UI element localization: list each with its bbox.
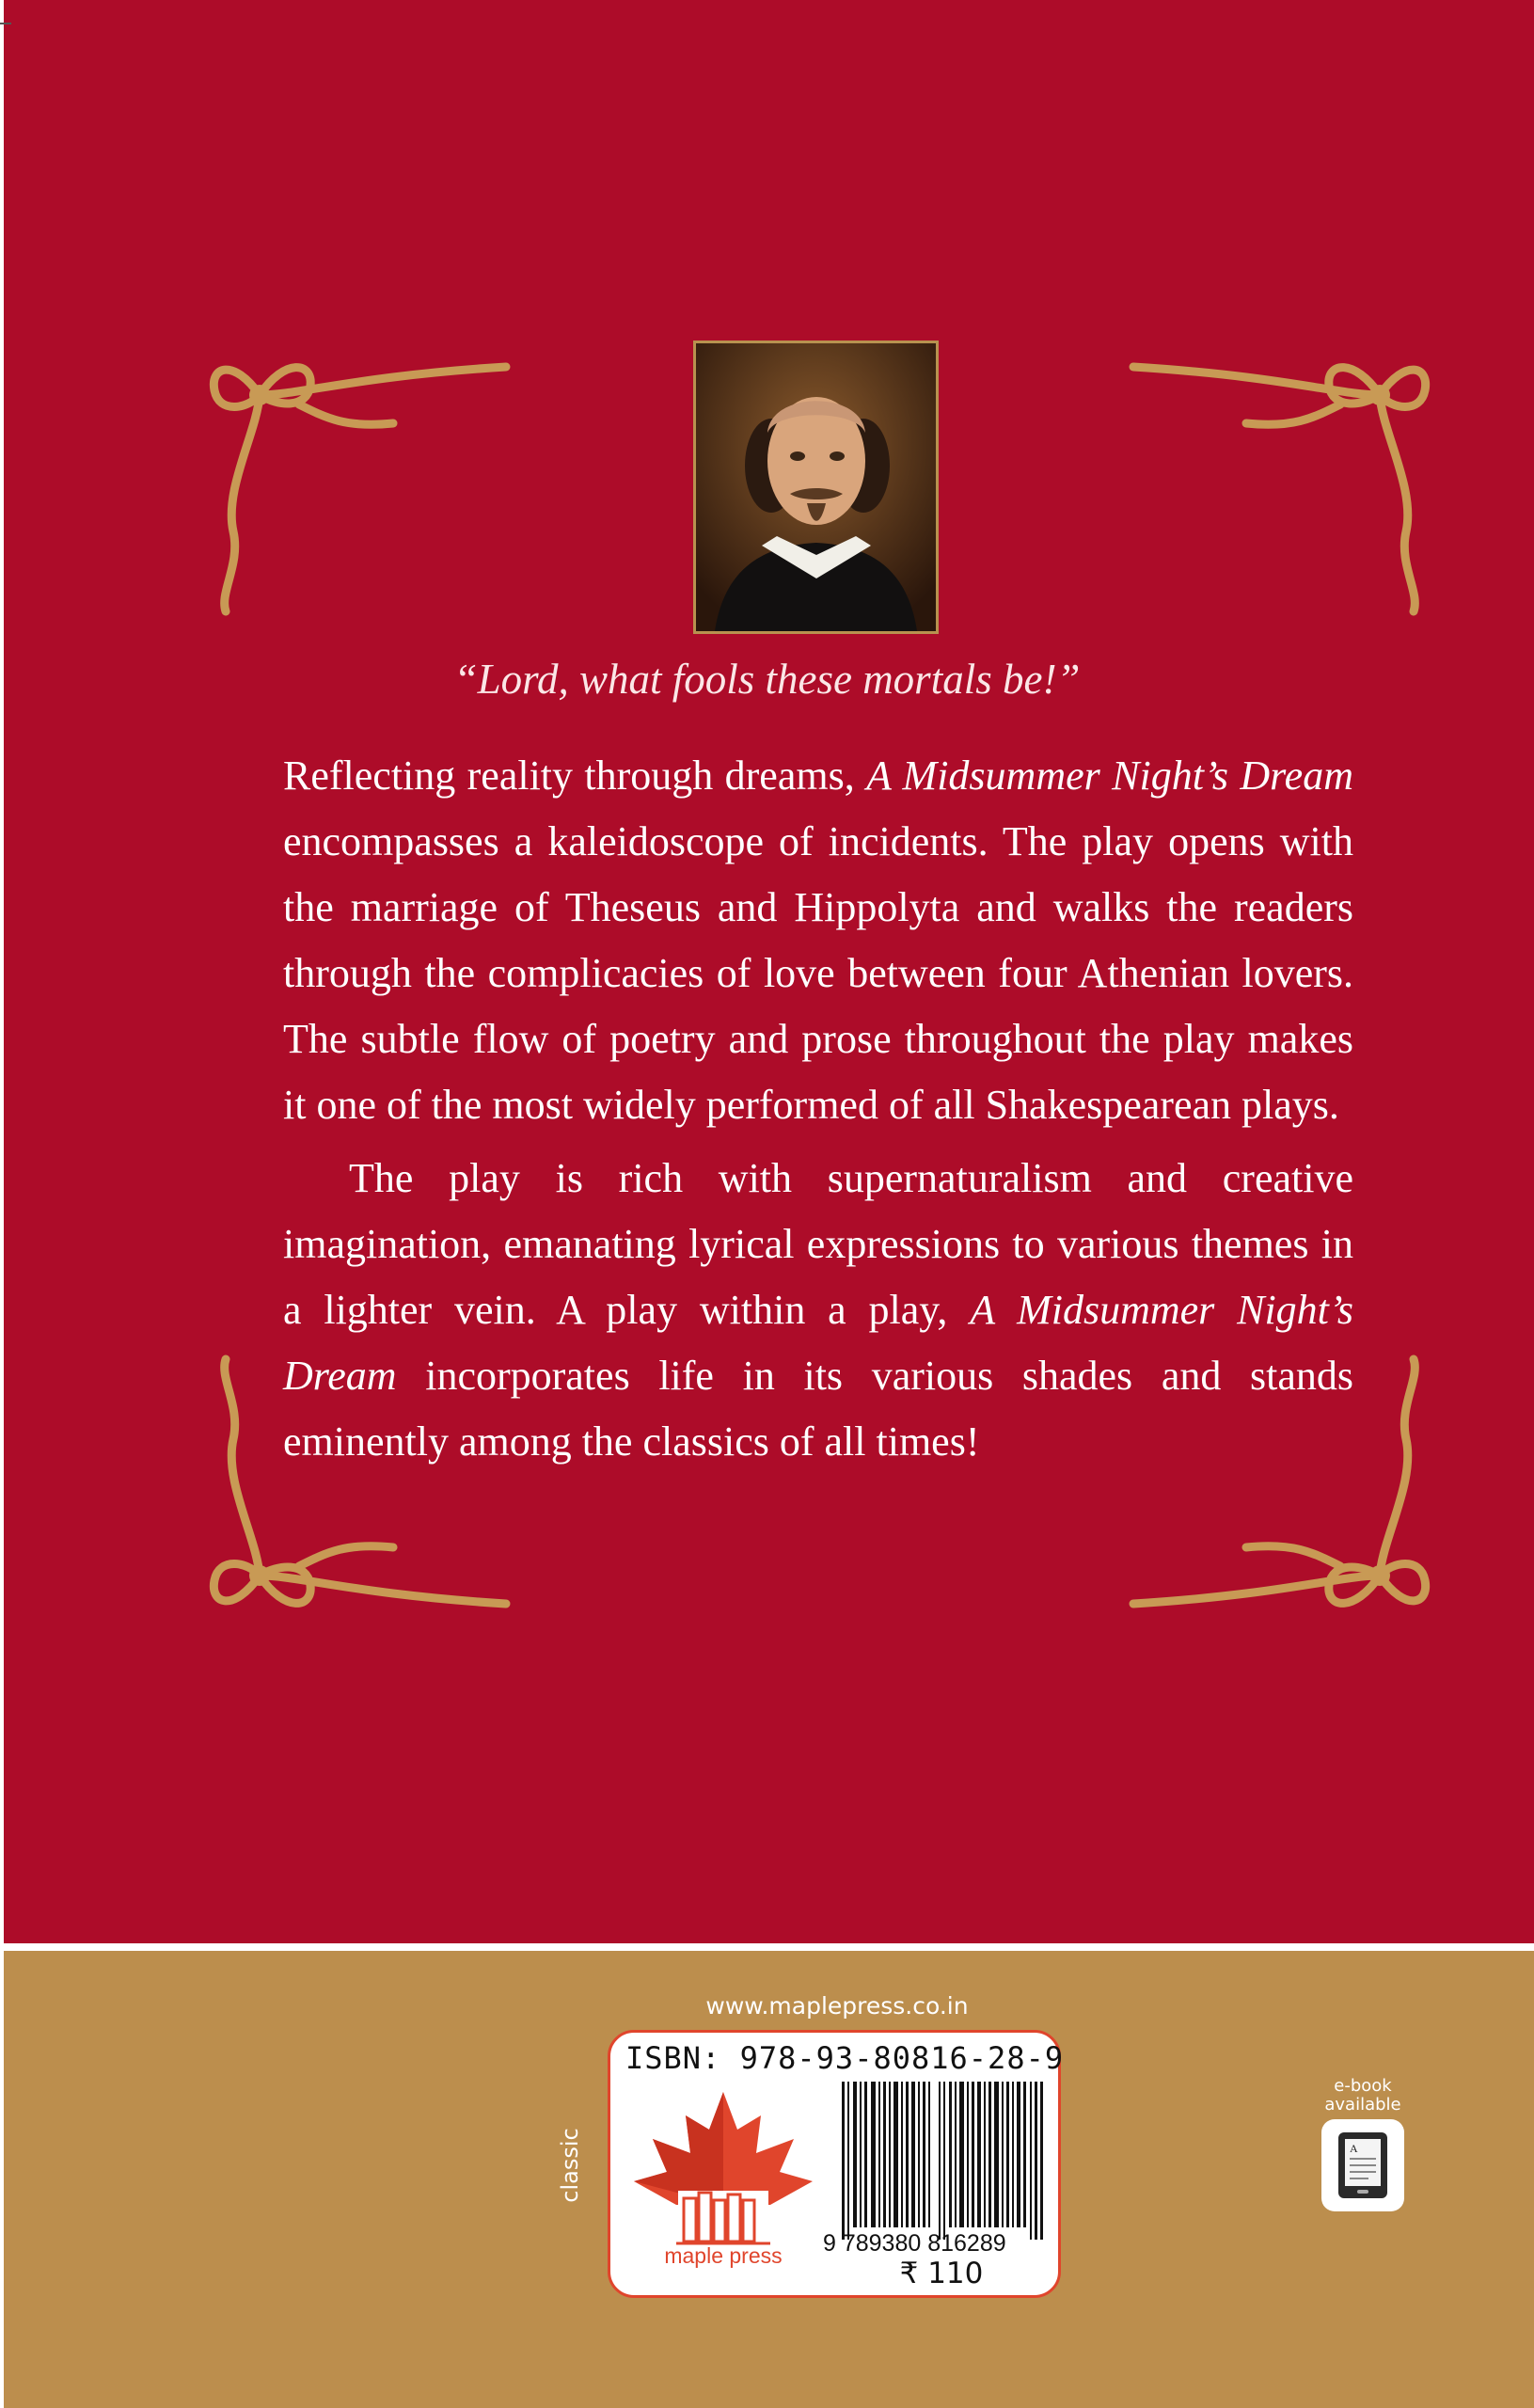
genre-label: classic xyxy=(557,2128,583,2203)
crop-mark xyxy=(0,23,11,24)
quote: “Lord, what fools these mortals be!” xyxy=(453,656,1081,703)
blurb-paragraph-2 xyxy=(283,1146,1353,1475)
ebook-badge xyxy=(1321,2119,1404,2211)
price: ₹ 110 xyxy=(899,2257,984,2290)
author-portrait xyxy=(693,341,939,634)
publisher-website: www.maplepress.co.in xyxy=(705,1992,969,2020)
isbn-label-box xyxy=(608,2030,1065,2298)
blurb-paragraph-1 xyxy=(283,743,1353,1138)
shakespeare-portrait-icon xyxy=(696,343,936,631)
isbn-number: ISBN: 978-93-80816-28-9 xyxy=(625,2040,1065,2076)
ebook-label-line-1: e-book xyxy=(1334,2076,1392,2096)
ereader-icon xyxy=(1321,2119,1404,2211)
ribbon-ornament-top-right xyxy=(1124,339,1434,621)
ribbon-ornament-top-left xyxy=(205,339,515,621)
ebook-label xyxy=(1307,2077,1418,2115)
maple-leaf-books-icon xyxy=(629,2087,817,2261)
blurb-text: encompasses a kaleidoscope of incidents. The play opens with the marriage of Theseus and Hippolyta and walks the readers through the complicacies of love between four Athenian lovers. The subtle flow of poetry and prose throughout the play makes it one of the most widely performed of all Shakespearean plays. xyxy=(283,818,1353,1128)
book-title: A Midsummer Night’s Dream xyxy=(283,1287,1353,1399)
book-title: A Midsummer Night’s Dream xyxy=(866,752,1353,799)
barcode-digits: 9 789380 816289 xyxy=(823,2230,1006,2257)
blurb xyxy=(283,743,1353,1475)
publisher-name: maple press xyxy=(664,2243,783,2268)
blurb-text: Reflecting reality through dreams, xyxy=(283,752,867,799)
blurb-text: incorporates life in its various shades and stands eminently among the classics of all times! xyxy=(283,1353,1353,1465)
svg-text:A: A xyxy=(1350,2142,1358,2155)
blurb-text: The play is rich with supernaturalism and creative imagination, emanating lyrical expressions to various themes in a lighter vein. A play within a play, xyxy=(283,1155,1353,1333)
barcode xyxy=(842,2082,1043,2240)
ebook-label-line-2: available xyxy=(1324,2095,1401,2115)
